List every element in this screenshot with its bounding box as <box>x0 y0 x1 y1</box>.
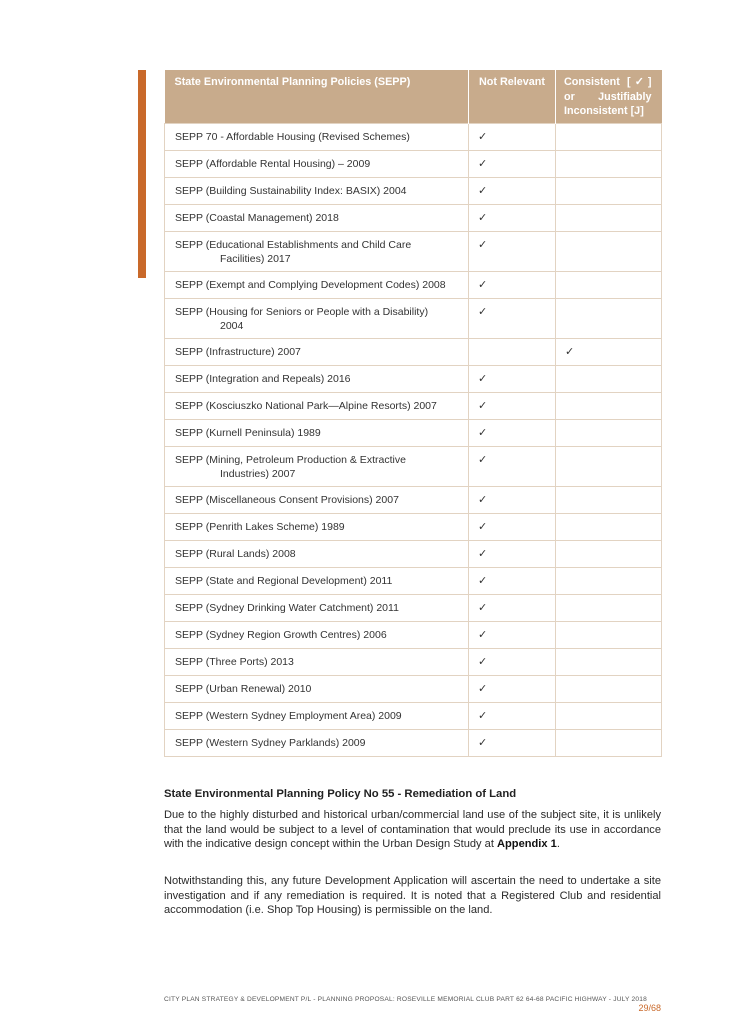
consistent-check: ✓ <box>556 338 662 365</box>
policy-cell <box>165 621 469 648</box>
not-relevant-check: ✓ <box>469 675 556 702</box>
paragraph-notwithstanding: Notwithstanding this, any future Development Application will ascertain the need to undertake a site investigation and if any remediation is required. It is noted that a Registered Club and residential accommodation (i.e. Shop Top Housing) is permissible on the land. <box>164 875 661 917</box>
not-relevant-check: ✓ <box>469 419 556 446</box>
policy-cell <box>165 729 469 756</box>
not-relevant-check: ✓ <box>469 446 556 486</box>
not-relevant-check: ✓ <box>469 540 556 567</box>
policy-cell <box>165 365 469 392</box>
policy-cell <box>165 123 469 150</box>
policy-cell <box>165 150 469 177</box>
appendix-reference: Appendix 1 <box>497 838 557 851</box>
policy-cell <box>165 446 469 486</box>
policy-name: SEPP (Coastal Management) 2018 <box>175 211 339 224</box>
policy-cell <box>165 204 469 231</box>
policy-name: SEPP (Exempt and Complying Development Codes) 2008 <box>175 278 446 291</box>
policy-cell <box>165 648 469 675</box>
consistent-check <box>556 486 662 513</box>
policy-name-continued: Industries) 2007 <box>220 467 296 480</box>
policy-cell <box>165 177 469 204</box>
section-title: State Environmental Planning Policy No 55 - Remediation of Land <box>164 788 517 800</box>
consistent-check <box>556 446 662 486</box>
policy-name: SEPP (Kurnell Peninsula) 1989 <box>175 426 321 439</box>
table-row <box>165 177 662 204</box>
table-row <box>165 271 662 298</box>
table-row <box>165 729 662 756</box>
policy-name: SEPP (Rural Lands) 2008 <box>175 547 296 560</box>
policy-cell <box>165 594 469 621</box>
table-row <box>165 392 662 419</box>
policy-name: SEPP 70 - Affordable Housing (Revised Schemes) <box>175 130 410 143</box>
table-row <box>165 486 662 513</box>
consistent-check <box>556 298 662 338</box>
consistent-check <box>556 648 662 675</box>
consistent-check <box>556 540 662 567</box>
policy-name: SEPP (Housing for Seniors or People with a Disability) <box>175 305 429 318</box>
not-relevant-check: ✓ <box>469 567 556 594</box>
policy-name: SEPP (Affordable Rental Housing) – 2009 <box>175 157 371 170</box>
table-row <box>165 338 662 365</box>
consistent-check <box>556 365 662 392</box>
not-relevant-check: ✓ <box>469 123 556 150</box>
consistent-check <box>556 729 662 756</box>
table-row <box>165 231 662 271</box>
page-number: 29/68 <box>638 1003 661 1013</box>
consistent-check <box>556 594 662 621</box>
not-relevant-check: ✓ <box>469 621 556 648</box>
table-row <box>165 204 662 231</box>
policy-name: SEPP (Western Sydney Parklands) 2009 <box>175 736 366 749</box>
not-relevant-check: ✓ <box>469 729 556 756</box>
table-row <box>165 648 662 675</box>
table-row <box>165 567 662 594</box>
table-row <box>165 675 662 702</box>
policy-name: SEPP (Three Ports) 2013 <box>175 655 294 668</box>
table-row <box>165 540 662 567</box>
policy-cell <box>165 271 469 298</box>
table-row <box>165 150 662 177</box>
header-consistent: Consistent [✓] or Justifiably Inconsistent [J] <box>556 70 662 123</box>
consistent-check <box>556 621 662 648</box>
header-policy: State Environmental Planning Policies (SEPP) <box>165 70 469 123</box>
policy-name: SEPP (Kosciuszko National Park—Alpine Resorts) 2007 <box>175 399 437 412</box>
paragraph-remediation-text: Due to the highly disturbed and historical urban/commercial land use of the subject site, it is unlikely that the land would be subject to a level of contamination that would preclude its use in accordance with the indicative design concept within the Urban Design Study at <box>164 809 661 851</box>
table-row <box>165 419 662 446</box>
table-row <box>165 702 662 729</box>
policy-cell <box>165 419 469 446</box>
policy-name: SEPP (Educational Establishments and Child Care <box>175 238 412 251</box>
policy-name: SEPP (Miscellaneous Consent Provisions) 2007 <box>175 493 399 506</box>
policy-name: SEPP (Infrastructure) 2007 <box>175 345 301 358</box>
policy-name: SEPP (Mining, Petroleum Production & Extractive <box>175 453 406 466</box>
table-row <box>165 513 662 540</box>
policy-cell <box>165 702 469 729</box>
header-not-relevant: Not Relevant <box>469 70 556 123</box>
consistent-check <box>556 419 662 446</box>
consistent-check <box>556 702 662 729</box>
accent-side-bar <box>138 70 146 278</box>
policy-cell <box>165 392 469 419</box>
policy-name: SEPP (Building Sustainability Index: BASIX) 2004 <box>175 184 407 197</box>
not-relevant-check <box>469 338 556 365</box>
consistent-check <box>556 675 662 702</box>
not-relevant-check: ✓ <box>469 204 556 231</box>
consistent-check <box>556 513 662 540</box>
policy-name: SEPP (Sydney Region Growth Centres) 2006 <box>175 628 387 641</box>
not-relevant-check: ✓ <box>469 231 556 271</box>
table-row <box>165 446 662 486</box>
policy-name: SEPP (Integration and Repeals) 2016 <box>175 372 351 385</box>
consistent-check <box>556 567 662 594</box>
not-relevant-check: ✓ <box>469 298 556 338</box>
not-relevant-check: ✓ <box>469 271 556 298</box>
paragraph-remediation <box>164 808 661 852</box>
consistent-check <box>556 231 662 271</box>
footer-text: CITY PLAN STRATEGY & DEVELOPMENT P/L - PLANNING PROPOSAL: ROSEVILLE MEMORIAL CLUB PART 62 64-68 PACIFIC HIGHWAY - JULY 2018 <box>164 996 648 1003</box>
policy-name: SEPP (Sydney Drinking Water Catchment) 2011 <box>175 601 399 614</box>
policy-cell <box>165 486 469 513</box>
policy-cell <box>165 567 469 594</box>
table-row <box>165 594 662 621</box>
policy-name: SEPP (Urban Renewal) 2010 <box>175 682 312 695</box>
consistent-check <box>556 177 662 204</box>
not-relevant-check: ✓ <box>469 702 556 729</box>
policy-name-continued: 2004 <box>220 319 244 332</box>
sepp-table <box>164 70 662 757</box>
paragraph-remediation-end: . <box>556 838 560 851</box>
consistent-check <box>556 271 662 298</box>
consistent-check <box>556 123 662 150</box>
policy-name: SEPP (State and Regional Development) 2011 <box>175 574 393 587</box>
not-relevant-check: ✓ <box>469 150 556 177</box>
policy-cell <box>165 231 469 271</box>
table-row <box>165 621 662 648</box>
policy-cell <box>165 338 469 365</box>
not-relevant-check: ✓ <box>469 486 556 513</box>
policy-cell <box>165 513 469 540</box>
not-relevant-check: ✓ <box>469 177 556 204</box>
table-header-row <box>165 70 662 123</box>
not-relevant-check: ✓ <box>469 648 556 675</box>
policy-cell <box>165 540 469 567</box>
not-relevant-check: ✓ <box>469 392 556 419</box>
not-relevant-check: ✓ <box>469 513 556 540</box>
consistent-check <box>556 392 662 419</box>
policy-name: SEPP (Western Sydney Employment Area) 2009 <box>175 709 402 722</box>
policy-name-continued: Facilities) 2017 <box>220 252 291 265</box>
not-relevant-check: ✓ <box>469 365 556 392</box>
policy-cell <box>165 298 469 338</box>
table-row <box>165 123 662 150</box>
consistent-check <box>556 204 662 231</box>
table-row <box>165 365 662 392</box>
table-row <box>165 298 662 338</box>
policy-name: SEPP (Penrith Lakes Scheme) 1989 <box>175 520 345 533</box>
not-relevant-check: ✓ <box>469 594 556 621</box>
consistent-check <box>556 150 662 177</box>
policy-cell <box>165 675 469 702</box>
